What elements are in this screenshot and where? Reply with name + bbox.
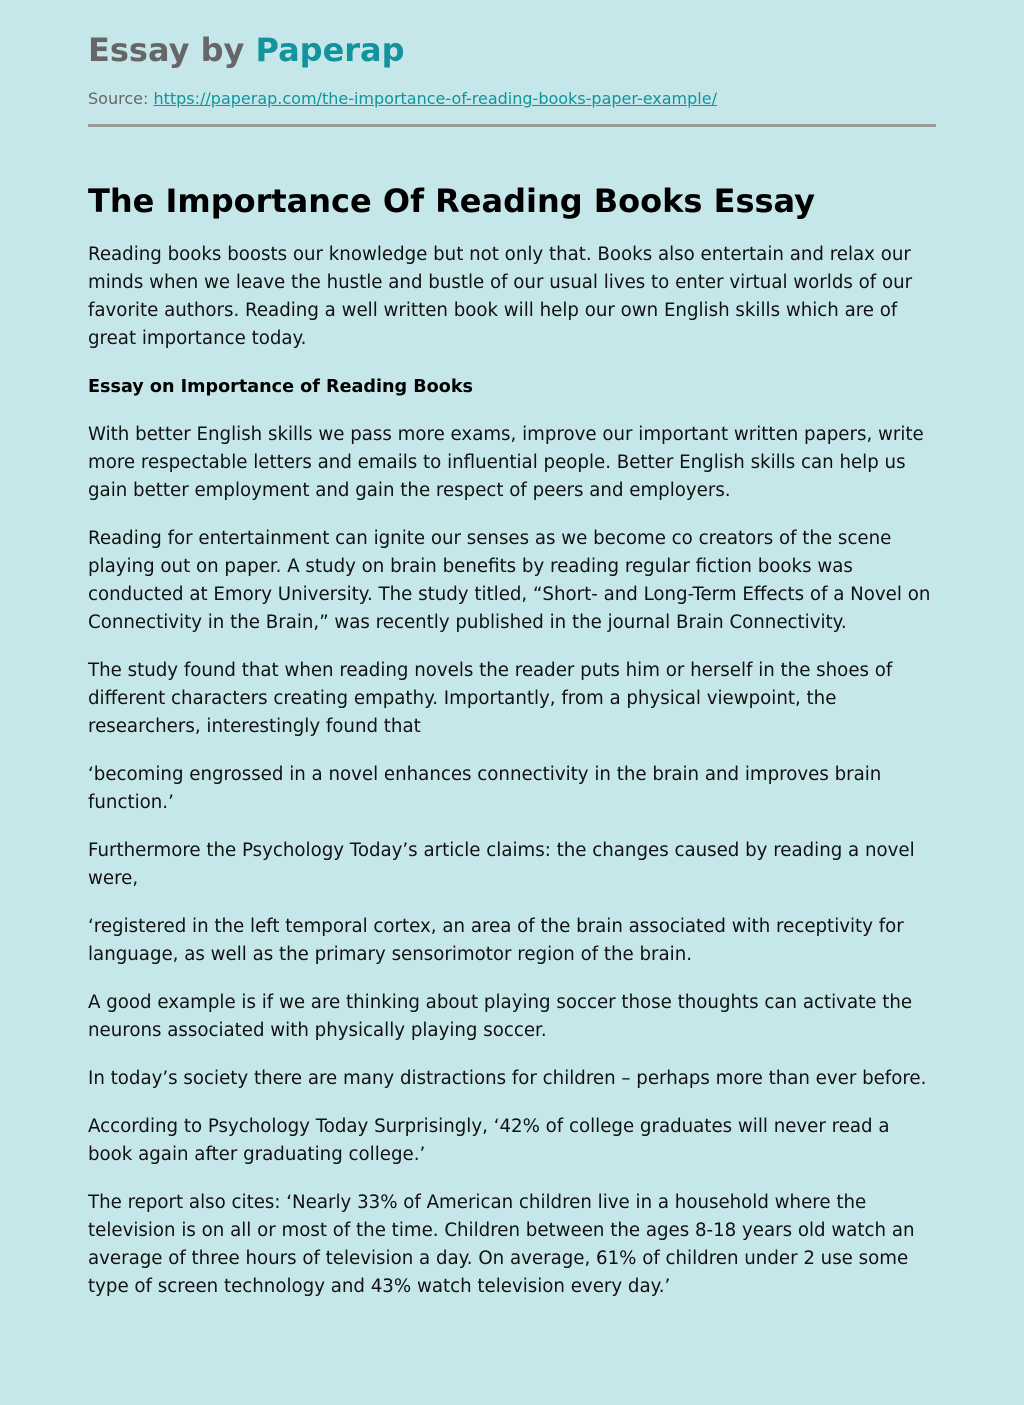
brand-name: Paperap xyxy=(255,31,405,69)
paragraph-television-stats: The report also cites: ‘Nearly 33% of American children live in a household where the television is on all or most of the time. Children between the ages 8-18 years old watch an average of three hours of television a day. On average, 61% of children under 2 use some type of screen technology and 43% watch television every day.’ xyxy=(88,1192,915,1297)
paragraph-graduates-stat: According to Psychology Today Surprisingly, ‘42% of college graduates will never read a book again after graduating college.’ xyxy=(88,1116,890,1165)
site-brand[interactable] xyxy=(88,30,405,70)
paragraph-quote-cortex: ‘registered in the left temporal cortex, an area of the brain associated with receptivity for language, as well as the primary sensorimotor region of the brain. xyxy=(88,916,904,965)
essay-body xyxy=(88,241,938,1321)
source-link[interactable]: https://paperap.com/the-importance-of-reading-books-paper-example/ xyxy=(153,89,717,108)
paragraph-distractions: In today’s society there are many distractions for children – perhaps more than ever before. xyxy=(88,1068,927,1089)
paragraph-empathy: The study found that when reading novels the reader puts him or herself in the shoes of different characters creating empathy. Importantly, from a physical viewpoint, the researchers, interestingly found that xyxy=(88,660,893,737)
paragraph-english-skills: With better English skills we pass more exams, improve our important written papers, write more respectable letters and emails to influential people. Better English skills can help us gain better employment and gain the respect of peers and employers. xyxy=(88,424,924,501)
header-divider xyxy=(88,124,936,127)
page-title: The Importance Of Reading Books Essay xyxy=(88,182,816,220)
brand-prefix: Essay by xyxy=(88,31,256,69)
paragraph-intro: Reading books boosts our knowledge but not only that. Books also entertain and relax our minds when we leave the hustle and bustle of our usual lives to enter virtual worlds of our favorite authors. Reading a well written book will help our own English skills which are of great importance today. xyxy=(88,244,913,349)
section-subheading: Essay on Importance of Reading Books xyxy=(88,377,474,397)
paragraph-quote-connectivity: ‘becoming engrossed in a novel enhances connectivity in the brain and improves brain function.’ xyxy=(88,764,882,813)
paragraph-soccer-example: A good example is if we are thinking about playing soccer those thoughts can activate the neurons associated with physically playing soccer. xyxy=(88,992,913,1041)
paragraph-emory-study: Reading for entertainment can ignite our senses as we become co creators of the scene playing out on paper. A study on brain benefits by reading regular fiction books was conducted at Emory University. The study titled, “Short- and Long-Term Effects of a Novel on Connectivity in the Brain,” was recently published in the journal Brain Connectivity. xyxy=(88,528,931,633)
source-label: Source: xyxy=(88,89,149,108)
source-line xyxy=(88,88,717,110)
paragraph-psychology-today: Furthermore the Psychology Today’s article claims: the changes caused by reading a novel were, xyxy=(88,840,915,889)
